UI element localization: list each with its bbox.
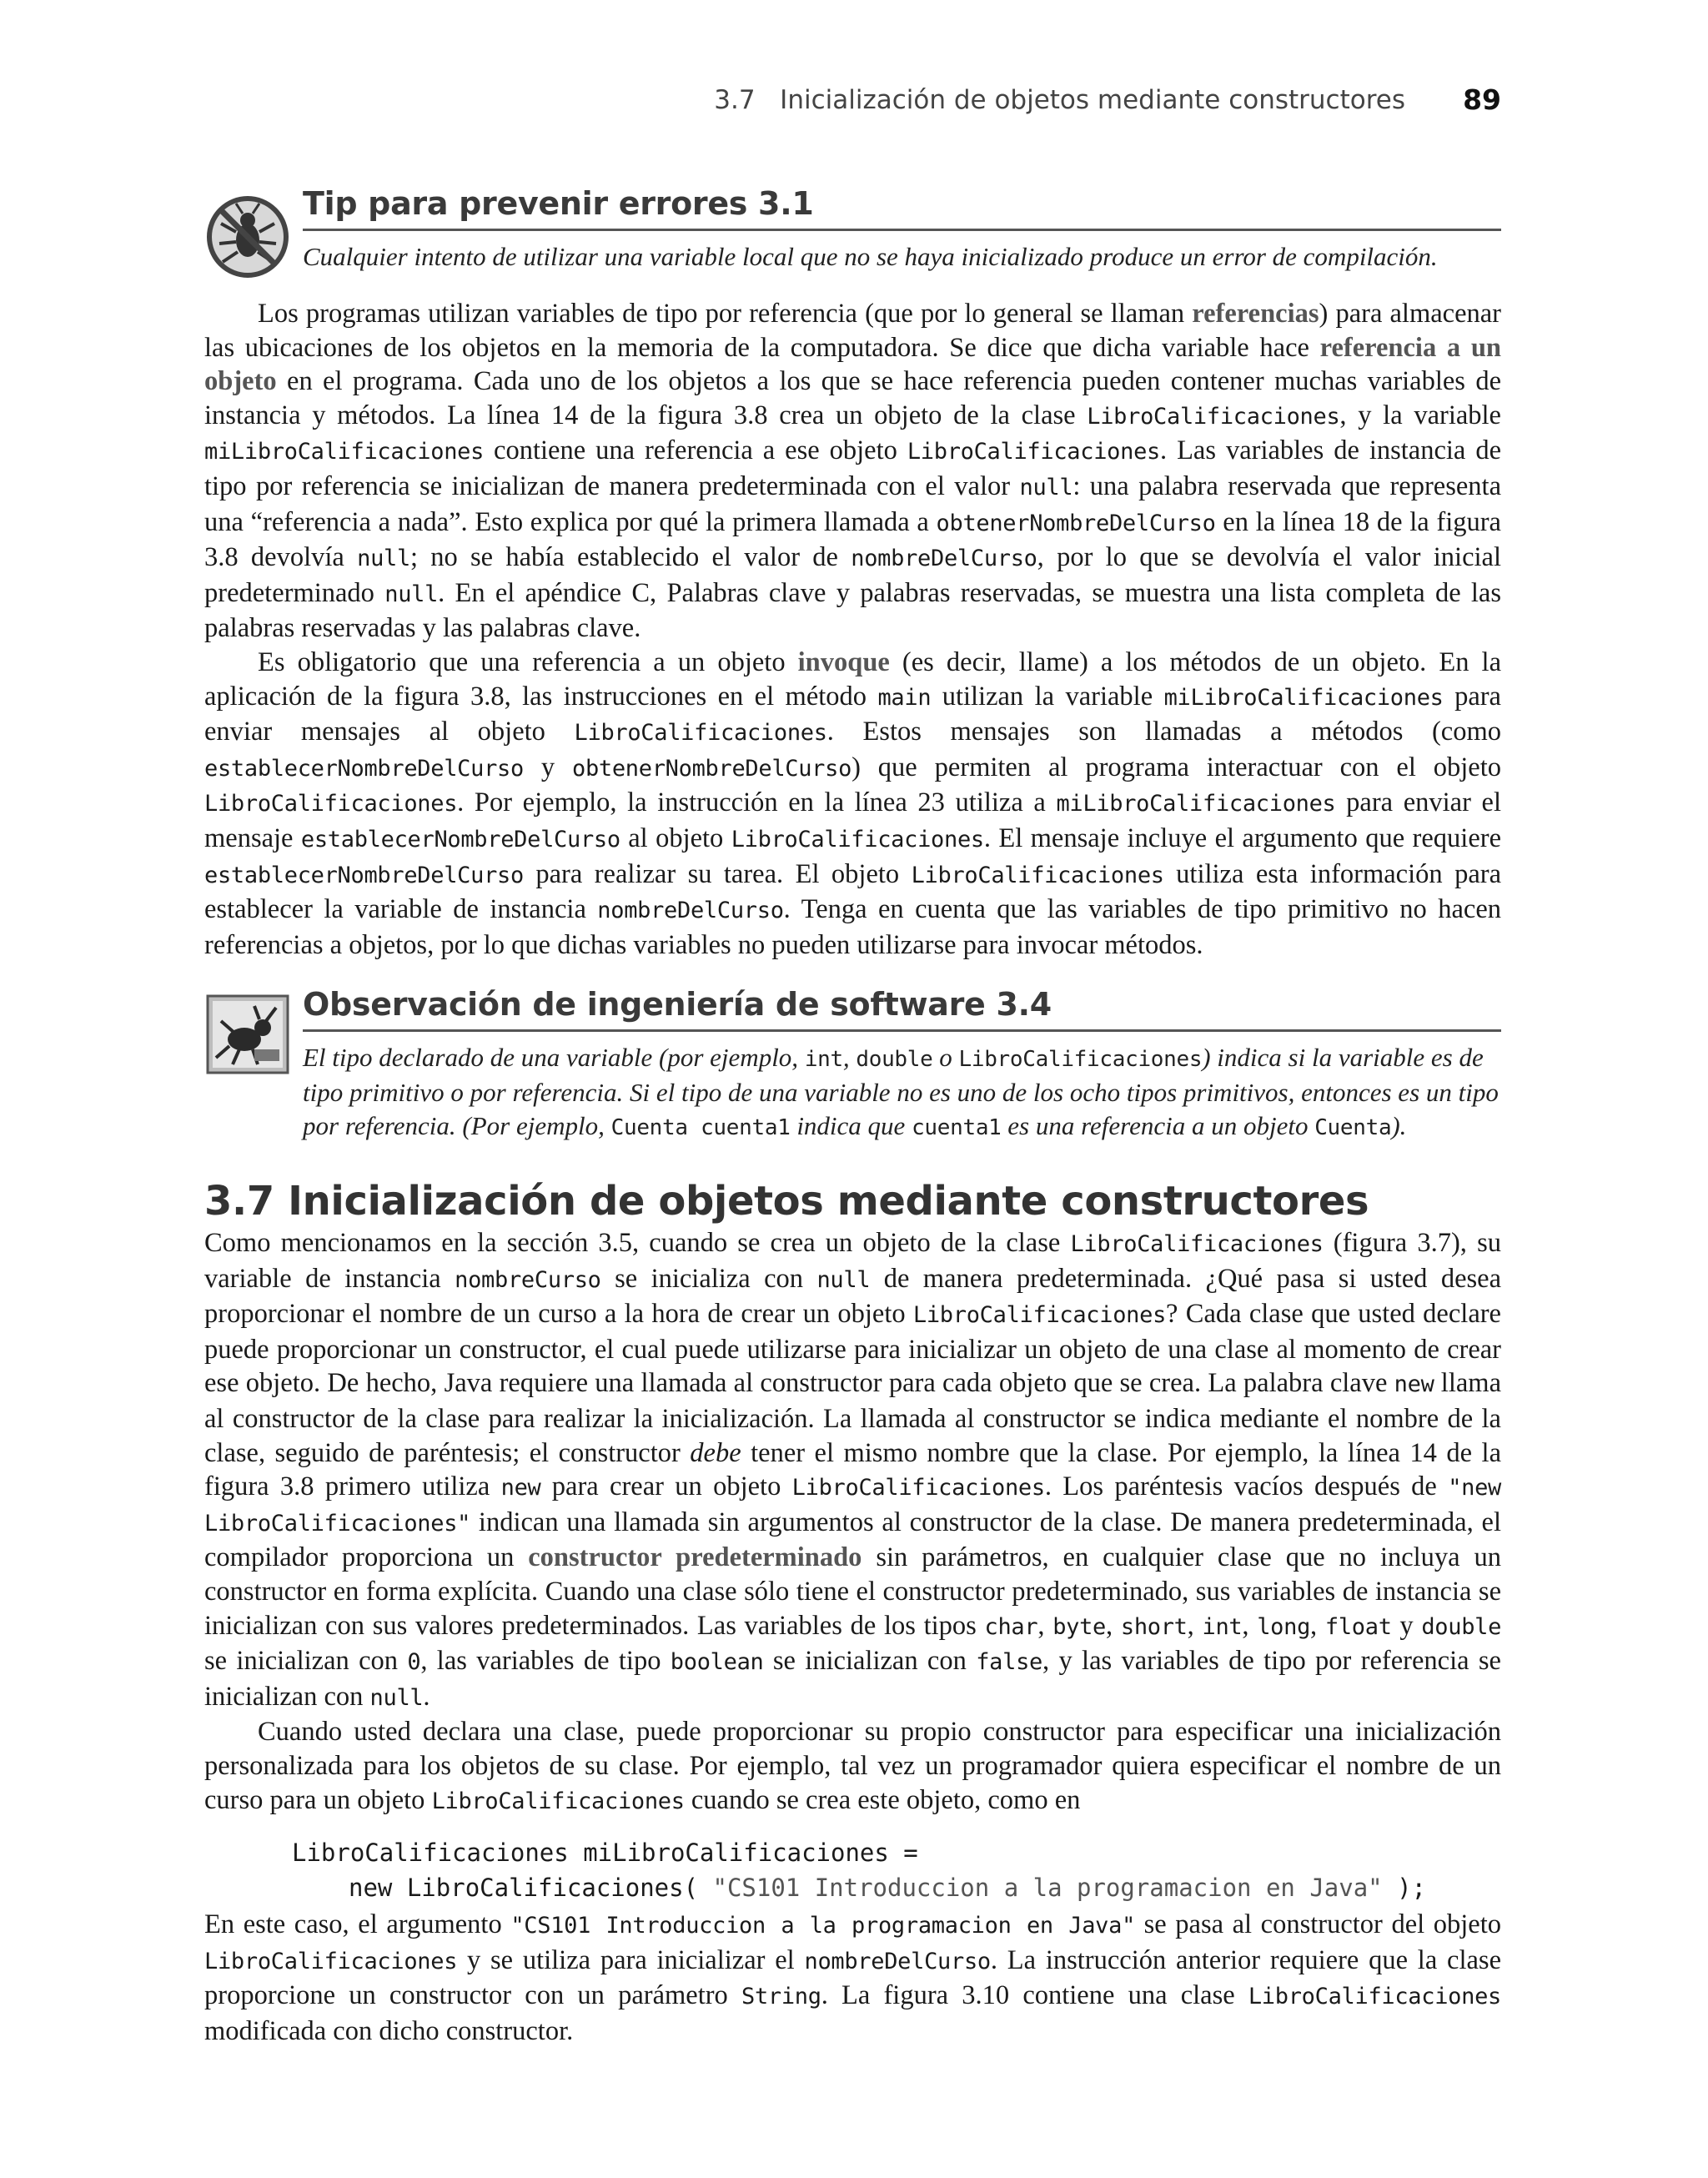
text-run: ) que permiten al programa interactuar con el objeto (851, 752, 1501, 782)
code-term: short (1120, 1613, 1188, 1640)
text-run: modificada con dicho constructor. (204, 2015, 574, 2046)
section-title: Inicialización de objetos mediante constructores (288, 1178, 1369, 1225)
text-run: . La instrucción anterior requiere que la clase proporcione un constructor con un parámetro (204, 1944, 1501, 2011)
text-run: indican una llamada sin argumentos al constructor de la clase. De manera predeterminada, el compilador proporciona un (204, 1506, 1501, 1573)
code-term: LibroCalificaciones (431, 1788, 685, 1814)
code-term: "CS101 Introduccion a la programacion en Java" (510, 1913, 1136, 1939)
text-run: . (423, 1681, 430, 1712)
text-run: : una palabra reservada que representa una “referencia a nada”. Esto explica por qué la primera llamada a (204, 470, 1501, 537)
text-run: , (1037, 1610, 1053, 1641)
text-run: cuando se crea este objeto, como en (684, 1784, 1081, 1815)
code-term: "new LibroCalificaciones" (204, 1475, 1502, 1537)
code-term: LibroCalificaciones (791, 1475, 1045, 1501)
text-run: , por lo que se devolvía el valor inicial predeterminado (204, 542, 1501, 608)
text-run: "CS101 Introduccion a la programacion en Java" (712, 1874, 1383, 1902)
observation-callout (204, 986, 1501, 1144)
text-run: ) para almacenar las ubicaciones de los objetos en la memoria de la computadora. Se dice que dicha variable hace (204, 299, 1501, 363)
tip-callout (204, 185, 1501, 285)
code-term: float (1324, 1613, 1392, 1640)
text-run: contiene una referencia a ese objeto (484, 435, 907, 466)
paragraph-invoke (204, 646, 1501, 962)
code-term: LibroCalificaciones (1248, 1984, 1501, 2010)
text-run: y (1391, 1610, 1422, 1641)
code-term: obtenerNombreDelCurso (571, 755, 852, 782)
code-term: establecerNombreDelCurso (300, 826, 620, 853)
page-number: 89 (1463, 83, 1501, 116)
code-term: nombreCurso (455, 1266, 601, 1293)
code-term: Cuenta cuenta1 (610, 1115, 791, 1140)
code-term: LibroCalificaciones (912, 1302, 1167, 1329)
text-run: , (1242, 1610, 1258, 1641)
section-number: 3.7 (204, 1178, 274, 1225)
code-term: null (357, 546, 410, 572)
observation-text (303, 1041, 1501, 1144)
text-run: . Los paréntesis vacíos después de (1044, 1471, 1449, 1502)
text-run: , y las variables de tipo por referencia se inicializan con (204, 1646, 1501, 1712)
paragraph-references (204, 297, 1501, 646)
tip-title: Tip para prevenir errores 3.1 (303, 185, 814, 222)
code-term: byte (1052, 1613, 1107, 1640)
text-run: Cuando usted declara una clase, puede proporcionar su propio constructor para especificar una inicialización personalizada para los objetos de su clase. Por ejemplo, tal vez un programador quiera especificar el nombre de un curso para un objeto (204, 1717, 1501, 1815)
text-run: o (932, 1043, 959, 1072)
text-run: ); (1382, 1874, 1427, 1902)
observation-rule (303, 1029, 1501, 1032)
text-run: indica que (790, 1111, 912, 1140)
text-run: new (349, 1874, 393, 1902)
code-term: establecerNombreDelCurso (204, 755, 524, 782)
bug-prohibited-icon (204, 194, 298, 287)
code-term: LibroCalificaciones (731, 826, 984, 853)
text-run: El tipo declarado de una variable (por ejemplo, (303, 1043, 805, 1072)
text-run: , y la variable (1339, 400, 1501, 430)
code-term: null (369, 1684, 424, 1711)
code-term: null (816, 1266, 871, 1293)
text-run: se inicializa con (600, 1263, 817, 1294)
text-run: llama al constructor de la clase para realizar la inicialización. La llamada al constructor se indica mediante el nombre de la clase, seguido de paréntesis; el constructor (204, 1368, 1501, 1468)
text-run: ? Cada clase que usted declare puede proporcionar un constructor, el cual puede utilizarse para inicializar un objeto de una clase al momento de crear ese objeto. De hecho, Java requiere una llamada al constructor para cada objeto que se crea. La palabra clave (204, 1299, 1501, 1399)
text-run: , (1106, 1610, 1121, 1641)
text-run: utiliza esta información para establecer la variable de instancia (204, 858, 1501, 925)
paragraph-argument (204, 1908, 1501, 2048)
code-term: main (877, 684, 932, 711)
text-run: en la línea 18 de la figura 3.8 devolvía (204, 506, 1501, 573)
text-run: , (842, 1043, 857, 1072)
code-block (292, 1835, 1501, 1905)
code-term: establecerNombreDelCurso (204, 862, 524, 888)
term-referencia-objeto: referencia a un objeto (204, 332, 1502, 397)
text-run: tener el mismo nombre que la clase. Por ejemplo, la línea 14 de la figura 3.8 primero utiliza (204, 1437, 1501, 1502)
code-term: new (500, 1475, 541, 1501)
body-text-top (204, 297, 1501, 962)
text-run: en el programa. Cada uno de los objetos a los que se hace referencia pueden contener muchas variables de instancia y métodos. La línea 14 de la figura 3.8 crea un objeto de la clase (204, 366, 1501, 430)
text-run: , (1187, 1610, 1203, 1641)
text-run: de manera predeterminada. ¿Qué pasa si usted desea proporcionar el nombre de un curso a la hora de crear un objeto (204, 1263, 1501, 1330)
code-term: LibroCalificaciones (911, 862, 1164, 888)
code-line-2 (292, 1870, 1501, 1905)
code-term: null (1019, 474, 1073, 500)
text-run: . La figura 3.10 contiene una clase (821, 1980, 1248, 2011)
text-run: para enviar el mensaje (204, 787, 1501, 853)
text-run: para enviar mensajes al objeto (204, 681, 1501, 747)
code-line-1: LibroCalificaciones miLibroCalificaciones = (292, 1838, 918, 1867)
paragraph-custom-constructor (204, 1715, 1501, 1818)
text-run: , (1310, 1610, 1325, 1641)
body-text-bottom (204, 1908, 1501, 2048)
text-run: para crear un objeto (540, 1471, 792, 1502)
code-term: char (984, 1613, 1038, 1640)
text-run: Es obligatorio que una referencia a un objeto (258, 646, 798, 677)
text-run: . El mensaje incluye el argumento que requiere (983, 822, 1501, 853)
code-term: boolean (670, 1649, 764, 1676)
code-term: miLibroCalificaciones (1056, 791, 1336, 817)
observation-title: Observación de ingeniería de software 3.4 (303, 986, 1052, 1023)
text-run: sin parámetros, en cualquier clase que no incluya un constructor en forma explícita. Cuando una clase sólo tiene el constructor predeterminado, sus variables de instancia se inicializan con sus valores predeterminados. Las variables de los tipos (204, 1542, 1501, 1641)
text-run: se pasa al constructor del objeto (1135, 1909, 1501, 1939)
text-run: se inicializan con (204, 1646, 408, 1677)
code-term: double (1421, 1613, 1502, 1640)
text-run: . Tenga en cuenta que las variables de tipo primitivo no hacen referencias a objetos, por lo que dichas variables no pueden utilizarse para invocar métodos. (204, 894, 1501, 960)
code-term: int (804, 1047, 843, 1072)
text-run: para realizar su tarea. El objeto (523, 858, 912, 889)
running-header-section: 3.7 (714, 85, 756, 115)
code-term: int (1202, 1613, 1243, 1640)
code-term: LibroCalificaciones (574, 720, 827, 747)
text-run: (es decir, llame) a los métodos de un objeto. En la aplicación de la figura 3.8, las instrucciones en el método (204, 646, 1501, 712)
code-term: LibroCalificaciones (958, 1047, 1203, 1072)
text-run: LibroCalificaciones( (392, 1874, 713, 1902)
term-referencias: referencias (1192, 299, 1319, 329)
text-run: ) indica si la variable es de tipo primitivo o por referencia. Si el tipo de una variable no es uno de los ocho tipos primitivos, entonces es un tipo por referencia. (Por ejemplo, (303, 1043, 1499, 1140)
emphasis-debe: debe (690, 1437, 741, 1468)
text-run: . Por ejemplo, la instrucción en la línea 23 utiliza a (457, 787, 1057, 818)
code-term: LibroCalificaciones (1087, 403, 1340, 430)
code-term: obtenerNombreDelCurso (936, 510, 1216, 536)
text-run: ). (1391, 1111, 1407, 1140)
text-run: utilizan la variable (931, 681, 1164, 712)
code-term: 0 (407, 1649, 421, 1676)
text-run: y se utiliza para inicializar el (457, 1944, 805, 1975)
code-term: new (1394, 1371, 1434, 1398)
body-text-section (204, 1226, 1501, 1818)
text-run: En este caso, el argumento (204, 1909, 511, 1939)
code-term: LibroCalificaciones (204, 1948, 458, 1974)
code-term: nombreDelCurso (597, 898, 784, 924)
text-run: se inicializan con (763, 1646, 977, 1677)
code-term: nombreDelCurso (804, 1948, 991, 1974)
code-term: null (384, 581, 439, 607)
text-run: al objeto (620, 822, 731, 853)
term-invoque: invoque (797, 646, 890, 677)
text-run: (figura 3.7), su variable de instancia (204, 1228, 1501, 1294)
text-run: es una referencia a un objeto (1001, 1111, 1315, 1140)
tip-rule (303, 229, 1501, 231)
code-term: miLibroCalificaciones (204, 439, 485, 465)
paragraph-constructors (204, 1226, 1501, 1715)
text-run: . Las variables de instancia de tipo por referencia se inicializan de manera predeterminada con el valor (204, 435, 1501, 501)
text-run: . En el apéndice C, Palabras clave y palabras reservadas, se muestra una lista completa de las palabras reservadas y las palabras clave. (204, 577, 1502, 644)
code-term: long (1257, 1613, 1311, 1640)
ant-engineer-icon (204, 991, 298, 1084)
text-run: Los programas utilizan variables de tipo por referencia (que por lo general se llaman (258, 299, 1193, 329)
tip-text: Cualquier intento de utilizar una variable local que no se haya inicializado produce un error de compilación. (303, 242, 1438, 271)
text-run: y (523, 752, 572, 782)
code-term: LibroCalificaciones (204, 791, 458, 817)
code-term: LibroCalificaciones (907, 439, 1160, 465)
text-run: ; no se había establecido el valor de (409, 542, 851, 573)
code-term: miLibroCalificaciones (1163, 684, 1444, 711)
code-term: LibroCalificaciones (1070, 1231, 1324, 1257)
code-term: false (976, 1649, 1042, 1676)
text-run: , las variables de tipo (420, 1646, 671, 1677)
running-header (204, 80, 1501, 122)
code-term: String (741, 1984, 821, 2010)
text-run: . Estos mensajes son llamadas a métodos (como (826, 717, 1501, 747)
running-header-text: Inicialización de objetos mediante constructores (780, 85, 1405, 115)
code-term: nombreDelCurso (851, 546, 1037, 572)
text-run: Como mencionamos en la sección 3.5, cuando se crea un objeto de la clase (204, 1228, 1071, 1258)
code-term: Cuenta (1314, 1115, 1392, 1140)
code-term: double (856, 1047, 933, 1072)
running-header-title (714, 85, 1405, 115)
term-constructor-predeterminado: constructor predeterminado (528, 1542, 862, 1573)
section-heading (204, 1178, 1501, 1225)
code-term: cuenta1 (912, 1115, 1002, 1140)
